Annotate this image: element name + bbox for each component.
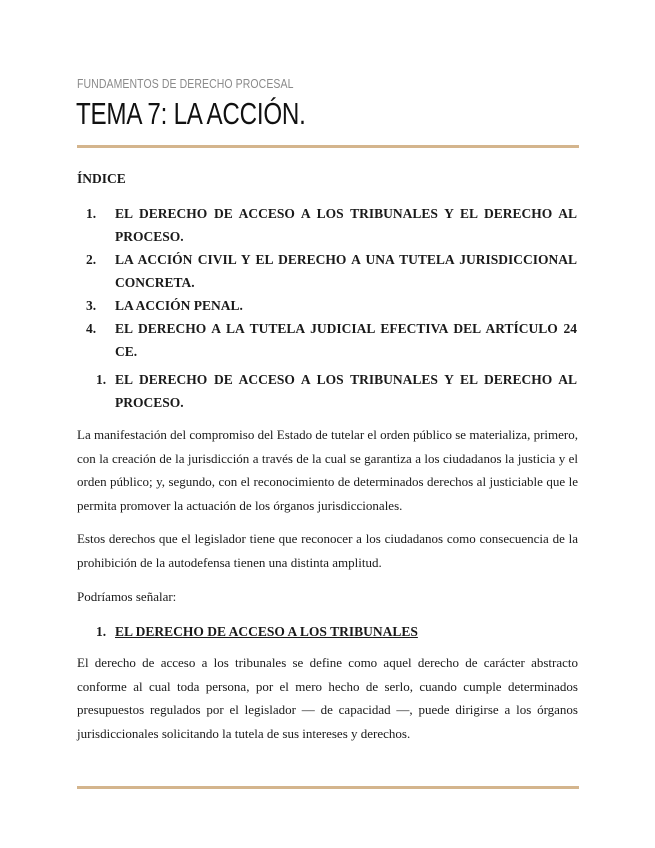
course-name: FUNDAMENTOS DE DERECHO PROCESAL — [77, 77, 294, 91]
body-paragraph: El derecho de acceso a los tribunales se define como aquel derecho de carácter abstracto conforme al cual toda persona, por el mero hecho de serlo, cuando cumple determinados presupuestos regulados por el legislador — de capacidad —, puede dirigirse a los órganos jurisdiccionales solicitando la tutela de sus intereses y derechos. — [77, 655, 578, 741]
toc-item-number: 3. — [86, 298, 97, 313]
toc-item-text: LA ACCIÓN CIVIL Y EL DERECHO A UNA TUTELA JURISDICCIONAL CONCRETA. — [115, 252, 577, 290]
subsection-number: 1. — [96, 624, 107, 639]
table-of-contents — [77, 202, 577, 363]
section-heading — [77, 368, 577, 414]
toc-item-text: EL DERECHO DE ACCESO A LOS TRIBUNALES Y EL DERECHO AL PROCESO. — [115, 206, 577, 244]
toc-item-number: 2. — [86, 252, 97, 267]
toc-item — [77, 202, 577, 248]
subsection-heading-text: EL DERECHO DE ACCESO A LOS TRIBUNALES — [115, 624, 418, 639]
body-paragraph: La manifestación del compromiso del Estado de tutelar el orden público se materializa, primero, con la creación de la jurisdicción a través de la cual se garantiza a los ciudadanos la justicia y el orden público; y, segundo, con el reconocimiento de determinados derechos al justiciable que le permita promover la actuación de los órganos jurisdiccionales. — [77, 427, 578, 513]
toc-item-number: 4. — [86, 321, 97, 336]
header-divider — [77, 145, 579, 148]
toc-item-text: LA ACCIÓN PENAL. — [115, 298, 243, 313]
subsection-heading — [77, 620, 418, 643]
toc-item — [77, 294, 577, 317]
section-number: 1. — [96, 372, 107, 387]
section-heading-text: EL DERECHO DE ACCESO A LOS TRIBUNALES Y EL DERECHO AL PROCESO. — [115, 372, 577, 410]
footer-divider — [77, 786, 579, 789]
toc-item-text: EL DERECHO A LA TUTELA JUDICIAL EFECTIVA DEL ARTÍCULO 24 CE. — [115, 321, 577, 359]
toc-item — [77, 317, 577, 363]
page-title: TEMA 7: LA ACCIÓN. — [76, 96, 306, 131]
body-paragraph: Podríamos señalar: — [77, 589, 177, 604]
toc-item-number: 1. — [86, 206, 97, 221]
index-heading: ÍNDICE — [77, 171, 126, 186]
body-paragraph: Estos derechos que el legislador tiene que reconocer a los ciudadanos como consecuencia de la prohibición de la autodefensa tienen una distinta amplitud. — [77, 531, 578, 570]
toc-item — [77, 248, 577, 294]
